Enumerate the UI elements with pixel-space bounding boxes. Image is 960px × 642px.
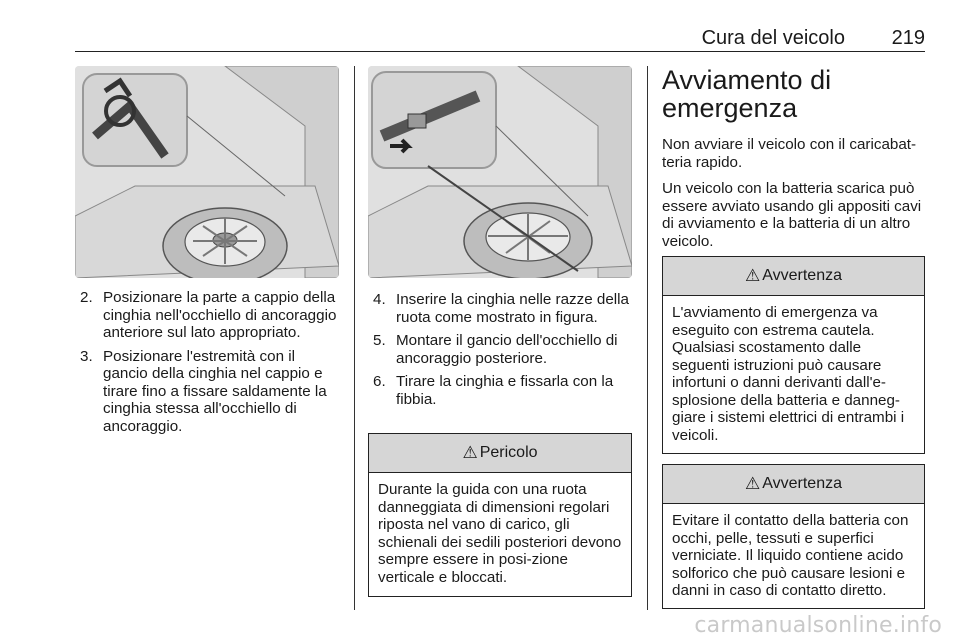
column-divider [354, 66, 355, 610]
danger-box-header [369, 434, 631, 473]
spare-wheel-strap-fastening-illustration [368, 66, 632, 278]
section-title: Cura del veicolo [701, 27, 845, 49]
steps-list-left [80, 289, 342, 441]
step-text: Inserire la cinghia nelle razze della ruota come mostrato in figura. [396, 291, 630, 326]
paragraph: Non avviare il veicolo con il caricabat-teria rapido. [662, 136, 917, 171]
step-number: 4. [373, 291, 386, 308]
step-number: 2. [80, 289, 93, 306]
column-divider [647, 66, 648, 610]
danger-box-title: Pericolo [479, 444, 538, 461]
danger-box [368, 433, 632, 597]
list-item [373, 373, 635, 408]
warning-triangle-icon: ⚠ [745, 474, 761, 493]
warning-box [662, 464, 925, 609]
list-item [373, 332, 635, 367]
warning-box-header [663, 257, 924, 296]
step-number: 6. [373, 373, 386, 390]
warning-triangle-icon: ⚠ [745, 266, 761, 285]
step-text: Posizionare l'estremità con il gancio della cinghia nel cappio e tirare fino a fissare saldamente la cinghia stessa all'occhiello di ancoraggio. [103, 347, 327, 435]
step-text: Tirare la cinghia e fissarla con la fibbia. [396, 373, 614, 408]
step-text: Montare il gancio dell'occhiello di ancoraggio posteriore. [396, 332, 618, 367]
warning-box-text: Evitare il contatto della batteria con occhi, pelle, tessuti e superfici verniciate. Il liquido contiene acido solforico che può causare lesioni e danni in caso di contatto diretto. [672, 512, 909, 599]
step-number: 3. [80, 347, 93, 365]
warning-box [662, 256, 925, 454]
step-text: Posizionare la parte a cappio della cinghia nell'occhiello di ancoraggio anteriore sul lato appropriato. [103, 289, 337, 341]
list-item [80, 348, 342, 436]
steps-list-middle [373, 291, 635, 414]
page-header [75, 27, 925, 52]
watermark: carmanualsonline.info [694, 613, 942, 638]
paragraph: Un veicolo con la batteria scarica può essere avviato usando gli appositi cavi di avviamento e la batteria di un altro veicolo. [662, 180, 922, 250]
warning-box-text: L'avviamento di emergenza va eseguito con estrema cautela. Qualsiasi scostamento dalle seguenti istruzioni può causare infortuni o danni derivanti dall'e-splosione della batteria e danneg-giare i sistemi elettrici di entrambi i veicoli. [672, 304, 905, 444]
page-number: 219 [891, 27, 925, 49]
warning-triangle-icon: ⚠ [462, 443, 478, 462]
list-item [373, 291, 635, 326]
danger-box-text: Durante la guida con una ruota danneggiata di dimensioni regolari riposta nel vano di carico, gli schienali dei sedili posteriori devono sempre essere in posi-zione verticale e bloccati. [378, 481, 622, 586]
list-item [80, 289, 342, 342]
warning-box-header [663, 465, 924, 504]
step-number: 5. [373, 332, 386, 349]
section-heading: Avviamento di emergenza [662, 65, 832, 123]
warning-box-title: Avvertenza [762, 267, 842, 284]
spare-wheel-strap-illustration [75, 66, 339, 278]
warning-box-title: Avvertenza [762, 475, 842, 492]
